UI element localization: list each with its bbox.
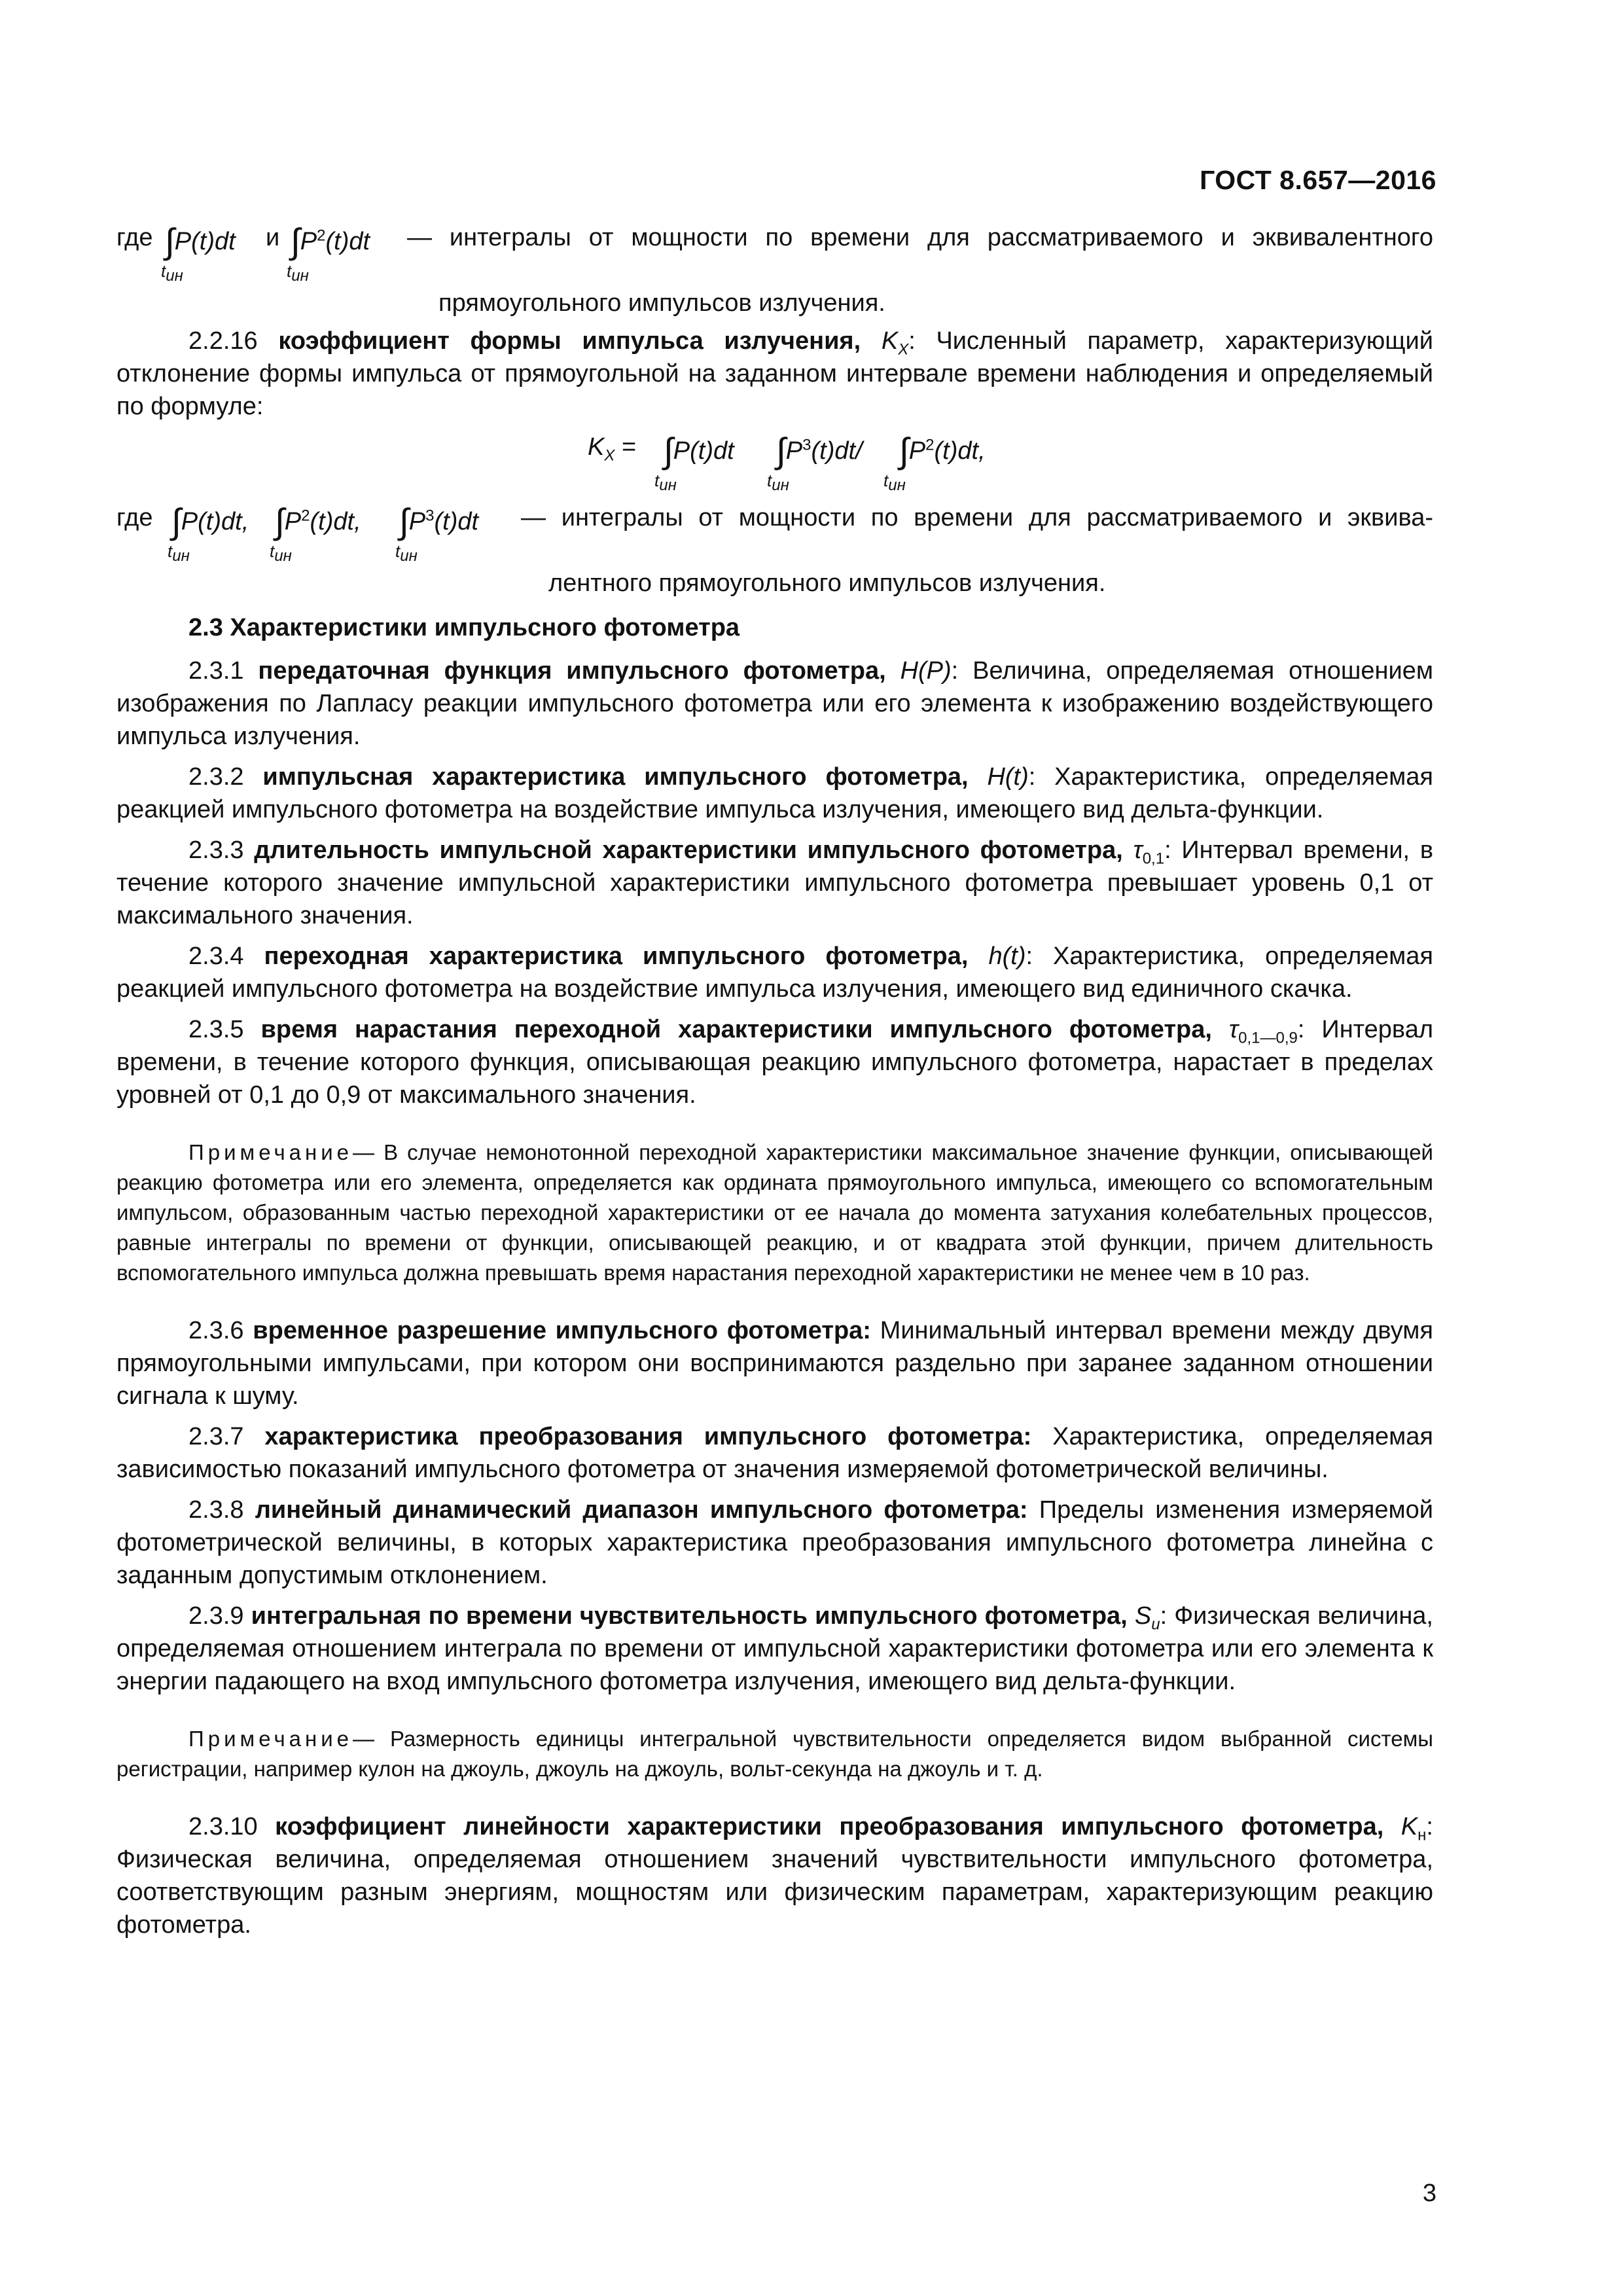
integral-sign: ∫	[664, 431, 673, 471]
term-2-3-2: 2.3.2 импульсная характеристика импульсного фотометра, H(t): Характеристика, определяемая реакцией импульсного фотометра на воздействие импульса излучения, имеющего вид дельта-функции.	[116, 763, 1433, 823]
and-word: и	[266, 224, 280, 251]
where-clause-text: — интегралы от мощности по времени для рассматриваемого и эквива-	[521, 504, 1433, 531]
integral-c: $\int P^3(t)dt$	[399, 502, 479, 541]
integral-lower-limit: $t_{ин}$	[161, 261, 183, 285]
section-title-2-3: 2.3 Характеристики импульсного фотометра	[188, 614, 740, 641]
integral-lower-limit: $t_{ин}$	[168, 541, 190, 565]
term-2-3-3: 2.3.3 длительность импульсной характеристики импульсного фотометра, $\tau_{0,1}$: Интервал времени, в течение которого значение импульсной характеристики импульсного фотометра превышает уровень 0,1 от максимального значения.	[116, 836, 1434, 929]
term-2-3-1: 2.3.1 передаточная функция импульсного фотометра, H(P): Величина, определяемая отношением изображения по Лапласу реакции импульсного фотометра или его элемента к изображению воздействующего импульса излучения.	[116, 657, 1434, 750]
integral-a: ∫P(t)dt,	[171, 502, 249, 541]
integral-lower-limit: $t_{ин}$	[883, 471, 906, 495]
where-clause-text: — интегралы от мощности по времени для рассматриваемого и эквивалентного	[407, 224, 1433, 251]
formula-term-3: $\int P^2(t)dt$,	[899, 431, 986, 471]
integral-lower-limit: $t_{ин}$	[270, 541, 292, 565]
term-2-2-16: 2.2.16 коэффициент формы импульса излучения, $K_X$: Численный параметр, характеризующий отклонение формы импульса от прямоугольной на заданном интервале времени наблюдения и определяемый по формуле:	[116, 327, 1433, 420]
where-clause-continuation: лентного прямоугольного импульсов излучения.	[548, 569, 1106, 597]
integral-2: $\int P^2(t)dt$	[291, 222, 370, 261]
integral-sign: ∫	[291, 222, 300, 261]
document-body	[116, 221, 1433, 1949]
integral-1: ∫P(t)dt	[165, 222, 236, 261]
term-2-3-10: 2.3.10 коэффициент линейности характеристики преобразования импульсного фотометра, $K_н$: Физическая величина, определяемая отношением значений чувствительности импульсного фотометра, соответствующим разным энергиям, мощностям или физическим параметрам, характеризующим реакцию фотометра.	[116, 1813, 1433, 1939]
note-2: Примечание— Размерность единицы интегральной чувствительности определяется видом выбранной системы регистрации, например кулон на джоуль, джоуль на джоуль, вольт-секунда на джоуль и т. д.	[116, 1727, 1433, 1781]
where-clause-continuation: прямоугольного импульсов излучения.	[438, 289, 885, 317]
where-word: где	[116, 224, 153, 251]
term-2-3-5: 2.3.5 время нарастания переходной характеристики импульсного фотометра, $\tau_{0,1—0,9}$: Интервал времени, в течение которого функция, описывающая реакцию импульсного фотометра, нарастает в пределах уровней от 0,1 до 0,9 от максимального значения.	[116, 1016, 1433, 1109]
integral-sign: ∫	[165, 222, 175, 261]
integral-b: $\int P^2(t)dt$,	[275, 502, 361, 541]
integral-lower-limit: $t_{ин}$	[654, 471, 677, 495]
formula-lhs: $K_X$ =	[588, 433, 637, 465]
integral-sign: ∫	[171, 502, 181, 541]
integral-sign: ∫	[899, 431, 909, 471]
where-word: где	[116, 504, 153, 531]
integral-sign: ∫	[275, 502, 285, 541]
term-2-3-9: 2.3.9 интегральная по времени чувствительность импульсного фотометра, $S_и$: Физическая величина, определяемая отношением интеграла по времени от импульсной характеристики фотометра или его элемента к энергии падающего на вход импульсного фотометра излучения, имеющего вид дельта-функции.	[116, 1602, 1433, 1695]
term-2-3-7: 2.3.7 характеристика преобразования импульсного фотометра: Характеристика, определяемая зависимостью показаний импульсного фотометра от значения измеряемой фотометрической величины.	[116, 1423, 1434, 1483]
where-clause-2	[116, 501, 1433, 567]
term-2-3-8: 2.3.8 линейный динамический диапазон импульсного фотометра: Пределы изменения измеряемой фотометрической величины, в которых характеристика преобразования импульсного фотометра линейна с заданным допустимым отклонением.	[116, 1496, 1433, 1589]
formula-term-2: $\int P^3(t)dt/$	[776, 431, 863, 471]
formula-term-1: ∫P(t)dt	[664, 431, 734, 471]
integral-lower-limit: $t_{ин}$	[287, 261, 309, 285]
formula-shape-factor	[116, 431, 1433, 497]
term-2-3-4: 2.3.4 переходная характеристика импульсного фотометра, h(t): Характеристика, определяемая реакцией импульсного фотометра на воздействие импульса излучения, имеющего вид единичного скачка.	[116, 942, 1434, 1003]
integral-sign: ∫	[776, 431, 786, 471]
integral-lower-limit: $t_{ин}$	[395, 541, 418, 565]
integral-sign: ∫	[399, 502, 409, 541]
note-1: Примечание— В случае немонотонной переходной характеристики максимальное значение функции, описывающей реакцию фотометра или его элемента, определяется как ордината прямоугольного импульса, имеющего со вспомогательным импульсом, образованным частью переходной характеристики от ее начала до момента затухания колебательных процессов, равные интегралы по времени от функции, описывающей реакцию, и от квадрата этой функции, причем длительность вспомогательного импульса должна превышать время нарастания переходной характеристики не менее чем в 10 раз.	[116, 1140, 1433, 1285]
page-number: 3	[1422, 2179, 1436, 2207]
standard-designation: ГОСТ 8.657—2016	[1200, 165, 1436, 195]
term-2-3-6: 2.3.6 временное разрешение импульсного фотометра: Минимальный интервал времени между двумя прямоугольными импульсами, при котором они воспринимаются раздельно при заранее заданном отношении сигнала к шуму.	[116, 1317, 1434, 1410]
where-clause-1	[116, 221, 1433, 287]
integral-lower-limit: $t_{ин}$	[767, 471, 789, 495]
